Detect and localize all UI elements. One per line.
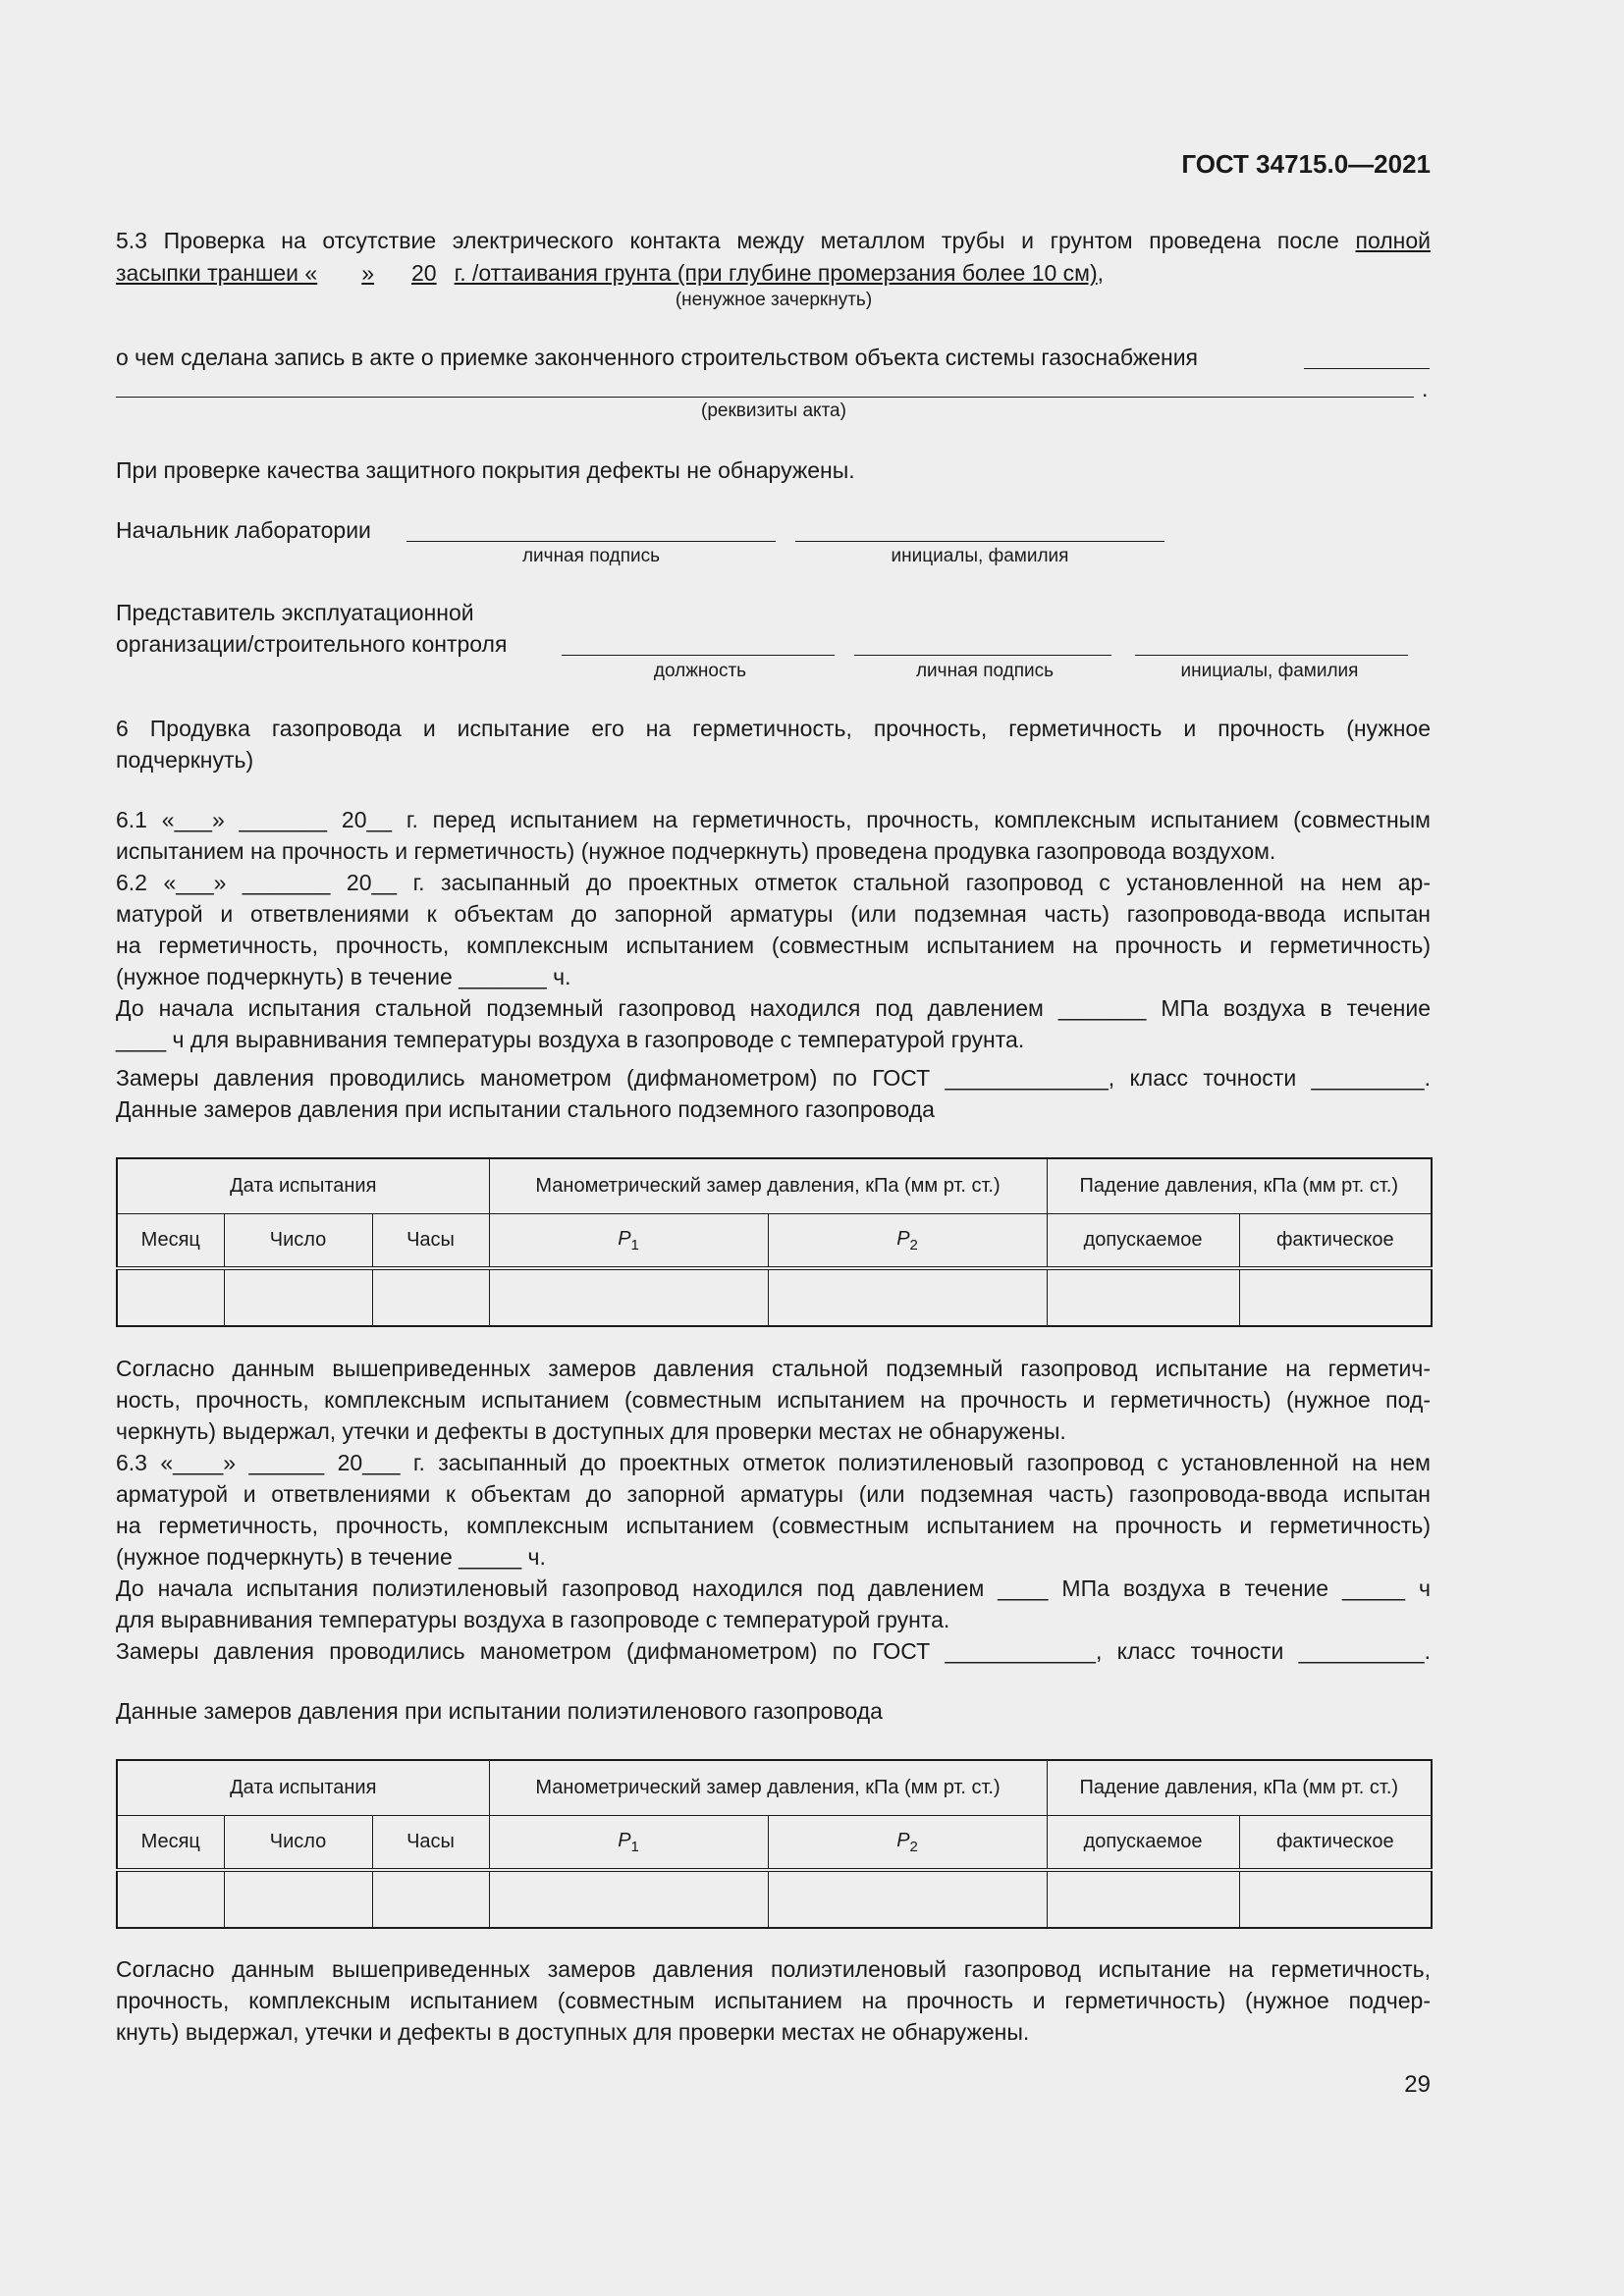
p62-line-6: ____ ч для выравнивания температуры воздуха в газопроводе с температурой грунта.: [116, 1027, 1025, 1052]
p62-line-7: Замеры давления проводились манометром (дифманометром) по ГОСТ _____________, класс точности _________.: [116, 1065, 1431, 1091]
section-6-title-line-1: 6 Продувка газопровода и испытание его на герметичность, прочность, герметичность и прочность (нужное: [116, 716, 1431, 741]
table-cell: [1239, 1268, 1432, 1326]
pressure-drop-header: Падение давления, кПа (мм рт. ст.): [1047, 1158, 1432, 1214]
manometric-header: Манометрический замер давления, кПа (мм рт. ст.): [489, 1760, 1047, 1816]
p63-line-8: Данные замеров давления при испытании полиэтиленового газопровода: [116, 1698, 883, 1724]
section-6-title-line-2: подчеркнуть): [116, 747, 254, 773]
representative-signature-line: [854, 655, 1111, 656]
position-caption: должность: [653, 661, 747, 681]
p62-line-8: Данные замеров давления при испытании стального подземного газопровода: [116, 1096, 935, 1122]
p1-header: $P_1$: [489, 1214, 768, 1269]
p2-header: $P_2$: [768, 1214, 1047, 1269]
lab-head-label: Начальник лаборатории: [116, 517, 371, 543]
p63-line-3: на герметичность, прочность, комплексным испытанием (совместным испытанием на прочность и герметичность): [116, 1513, 1431, 1538]
after-table1-line-3: черкнуть) выдержал, утечки и дефекты в доступных для проверки местах не обнаружены.: [116, 1418, 1066, 1444]
actual-header: фактическое: [1239, 1816, 1432, 1871]
p61-line-2: испытанием на прочность и герметичность) (нужное подчеркнуть) проведена продувка газопровода воздухом.: [116, 838, 1276, 864]
allowed-header: допускаемое: [1047, 1816, 1239, 1871]
after-table1-line-1: Согласно данным вышеприведенных замеров давления стальной подземный газопровод испытание на герметич-: [116, 1356, 1431, 1381]
hours-header: Часы: [372, 1816, 489, 1871]
p63-line-5: До начала испытания полиэтиленовый газопровод находился под давлением ____ МПа воздуха в течение _____ ч: [116, 1575, 1431, 1601]
quality-statement: При проверке качества защитного покрытия дефекты не обнаружены.: [116, 457, 855, 483]
lab-head-name-line: [795, 541, 1164, 542]
p62-line-3: на герметичность, прочность, комплексным испытанием (совместным испытанием на прочность и герметичность): [116, 933, 1431, 958]
p2-header: $P_2$: [768, 1816, 1047, 1871]
hours-header: Часы: [372, 1214, 489, 1269]
p63-line-4: (нужное подчеркнуть) в течение _____ ч.: [116, 1544, 546, 1570]
p62-line-1: 6.2 «___» _______ 20__ г. засыпанный до проектных отметок стальной газопровод с установленной на нем ар-: [116, 870, 1431, 895]
table-cell: [372, 1870, 489, 1928]
p63-line-7: Замеры давления проводились манометром (дифманометром) по ГОСТ ____________, класс точности __________.: [116, 1638, 1431, 1664]
steel-pipeline-pressure-table: [116, 1157, 1433, 1327]
allowed-header: допускаемое: [1047, 1214, 1239, 1269]
table-cell: [489, 1870, 768, 1928]
table-cell: [489, 1268, 768, 1326]
p61-line-1: 6.1 «___» _______ 20__ г. перед испытанием на герметичность, прочность, комплексным испытанием (совместным: [116, 807, 1431, 832]
p62-line-4: (нужное подчеркнуть) в течение _______ ч.: [116, 964, 571, 989]
table-cell: [1047, 1870, 1239, 1928]
table-cell: [1047, 1268, 1239, 1326]
day-header: Число: [224, 1214, 372, 1269]
p62-line-5: До начала испытания стальной подземный газопровод находился под давлением _______ МПа воздуха в течение: [116, 995, 1431, 1021]
representative-label-line-1: Представитель эксплуатационной: [116, 600, 474, 625]
initials-surname-caption: инициалы, фамилия: [891, 546, 1069, 566]
pressure-drop-header: Падение давления, кПа (мм рт. ст.): [1047, 1760, 1432, 1816]
act-field-blank-1: [1304, 368, 1430, 369]
day-header: Число: [224, 1816, 372, 1871]
page-number: 29: [1404, 2071, 1431, 2098]
after-table2-line-1: Согласно данным вышеприведенных замеров давления полиэтиленовый газопровод испытание на герметичность,: [116, 1956, 1431, 1982]
p63-line-1: 6.3 «____» ______ 20___ г. засыпанный до проектных отметок полиэтиленовый газопровод с установленной на нем: [116, 1450, 1431, 1475]
s53-act-record-line: о чем сделана запись в акте о приемке законченного строительством объекта системы газоснабжения: [116, 345, 1199, 370]
representative-position-line: [562, 655, 835, 656]
act-details-caption: (реквизиты акта): [701, 400, 846, 421]
s53-line-2: засыпки траншеи « » 20 г. /оттаивания грунта (при глубине промерзания более 10 см),: [116, 260, 1105, 286]
table-cell: [1239, 1870, 1432, 1928]
after-table2-line-3: кнуть) выдержал, утечки и дефекты в доступных для проверки местах не обнаружены.: [116, 2019, 1030, 2045]
month-header: Месяц: [117, 1816, 224, 1871]
table-cell: [224, 1870, 372, 1928]
personal-signature-caption-2: личная подпись: [915, 661, 1055, 681]
table-cell: [117, 1268, 224, 1326]
after-table1-line-2: ность, прочность, комплексным испытанием (совместным испытанием на прочность и герметичность) (нужное под-: [116, 1387, 1431, 1413]
s53-line-1: 5.3 Проверка на отсутствие электрического контакта между металлом трубы и грунтом проведена после полной: [116, 228, 1431, 253]
lab-head-signature-line: [406, 541, 776, 542]
act-field-blank-2: [116, 397, 1414, 398]
polyethylene-pipeline-pressure-table: [116, 1759, 1433, 1929]
after-table2-line-2: прочность, комплексным испытанием (совместным испытанием на прочность и герметичность) (нужное подчер-: [116, 1988, 1431, 2013]
table-cell: [224, 1268, 372, 1326]
p1-header: $P_1$: [489, 1816, 768, 1871]
table-cell: [768, 1268, 1047, 1326]
date-header: Дата испытания: [117, 1158, 489, 1214]
act-line-end: .: [1422, 376, 1429, 401]
personal-signature-caption: личная подпись: [521, 546, 661, 566]
date-header: Дата испытания: [117, 1760, 489, 1816]
p63-line-2: арматурой и ответвлениями к объектам до запорной арматуры (или подземная часть) газопровода-ввода испытан: [116, 1481, 1431, 1507]
initials-surname-caption-2: инициалы, фамилия: [1180, 661, 1359, 681]
manometric-header: Манометрический замер давления, кПа (мм рт. ст.): [489, 1158, 1047, 1214]
actual-header: фактическое: [1239, 1214, 1432, 1269]
month-header: Месяц: [117, 1214, 224, 1269]
table-cell: [117, 1870, 224, 1928]
p63-line-6: для выравнивания температуры воздуха в газопроводе с температурой грунта.: [116, 1607, 950, 1632]
table-cell: [372, 1268, 489, 1326]
representative-name-line: [1135, 655, 1408, 656]
table-cell: [768, 1870, 1047, 1928]
strike-out-caption: (ненужное зачеркнуть): [675, 290, 873, 310]
p62-line-2: матурой и ответвлениями к объектам до запорной арматуры (или подземная часть) газопровода-ввода испытан: [116, 901, 1431, 927]
representative-label-line-2: организации/строительного контроля: [116, 631, 508, 657]
document-standard-id: ГОСТ 34715.0—2021: [1181, 149, 1431, 179]
